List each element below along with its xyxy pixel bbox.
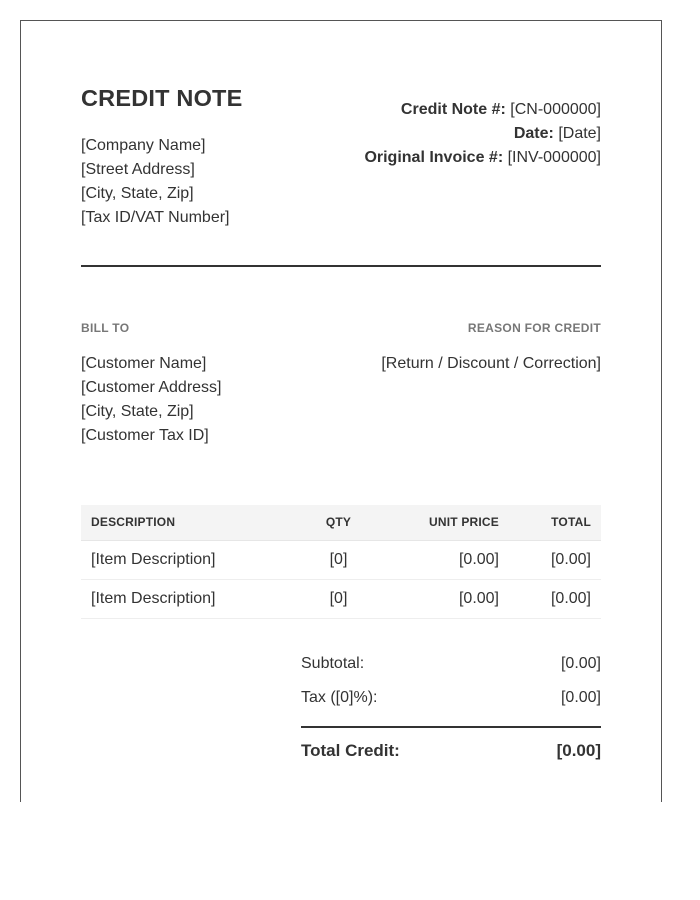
original-invoice-value: [INV-000000] bbox=[507, 149, 601, 166]
original-invoice-label: Original Invoice #: bbox=[364, 149, 504, 166]
company-city: [City, State, Zip] bbox=[81, 185, 194, 202]
header-divider bbox=[81, 265, 601, 267]
item-unit-price: [0.00] bbox=[396, 540, 509, 579]
credit-note-page bbox=[20, 20, 662, 802]
document-meta bbox=[364, 98, 601, 170]
bill-to-info bbox=[81, 352, 222, 448]
column-header-description: DESCRIPTION bbox=[81, 505, 281, 540]
document-header bbox=[81, 85, 601, 265]
company-name: [Company Name] bbox=[81, 137, 206, 154]
table-row bbox=[81, 579, 601, 618]
date-row bbox=[364, 122, 601, 146]
item-description: [Item Description] bbox=[81, 540, 281, 579]
company-tax-id: [Tax ID/VAT Number] bbox=[81, 209, 230, 226]
customer-name: [Customer Name] bbox=[81, 355, 207, 372]
table-header-row bbox=[81, 505, 601, 540]
reason-value: [Return / Discount / Correction] bbox=[381, 355, 601, 372]
document-title: CREDIT NOTE bbox=[81, 85, 243, 111]
credit-note-number-label: Credit Note #: bbox=[400, 101, 506, 118]
reason-label: REASON FOR CREDIT bbox=[467, 321, 601, 335]
date-value: [Date] bbox=[558, 125, 601, 142]
item-total: [0.00] bbox=[509, 579, 601, 618]
date-label: Date: bbox=[513, 125, 554, 142]
tax-row bbox=[301, 685, 601, 719]
tax-value: [0.00] bbox=[560, 689, 601, 706]
subtotal-row bbox=[301, 651, 601, 685]
company-street: [Street Address] bbox=[81, 161, 195, 178]
column-header-qty: QTY bbox=[281, 505, 396, 540]
subtotal-label: Subtotal: bbox=[301, 655, 365, 672]
item-total: [0.00] bbox=[509, 540, 601, 579]
line-items-table bbox=[81, 505, 601, 619]
item-description: [Item Description] bbox=[81, 579, 281, 618]
customer-city: [City, State, Zip] bbox=[81, 403, 194, 420]
credit-note-number-value: [CN-000000] bbox=[510, 101, 601, 118]
item-qty: [0] bbox=[281, 579, 396, 618]
total-credit-value: [0.00] bbox=[556, 741, 601, 760]
totals-section bbox=[301, 651, 601, 768]
customer-address: [Customer Address] bbox=[81, 379, 222, 396]
tax-label: Tax ([0]%): bbox=[301, 689, 378, 706]
item-qty: [0] bbox=[281, 540, 396, 579]
column-header-unit-price: UNIT PRICE bbox=[396, 505, 509, 540]
column-header-total: TOTAL bbox=[509, 505, 601, 540]
table-row bbox=[81, 540, 601, 579]
customer-tax-id: [Customer Tax ID] bbox=[81, 427, 209, 444]
bill-to-label: BILL TO bbox=[81, 321, 130, 335]
original-invoice-row bbox=[364, 146, 601, 170]
company-info bbox=[81, 134, 229, 230]
item-unit-price: [0.00] bbox=[396, 579, 509, 618]
subtotal-value: [0.00] bbox=[560, 655, 601, 672]
total-credit-row bbox=[301, 728, 601, 768]
total-credit-label: Total Credit: bbox=[301, 741, 400, 760]
credit-note-number-row bbox=[364, 98, 601, 122]
